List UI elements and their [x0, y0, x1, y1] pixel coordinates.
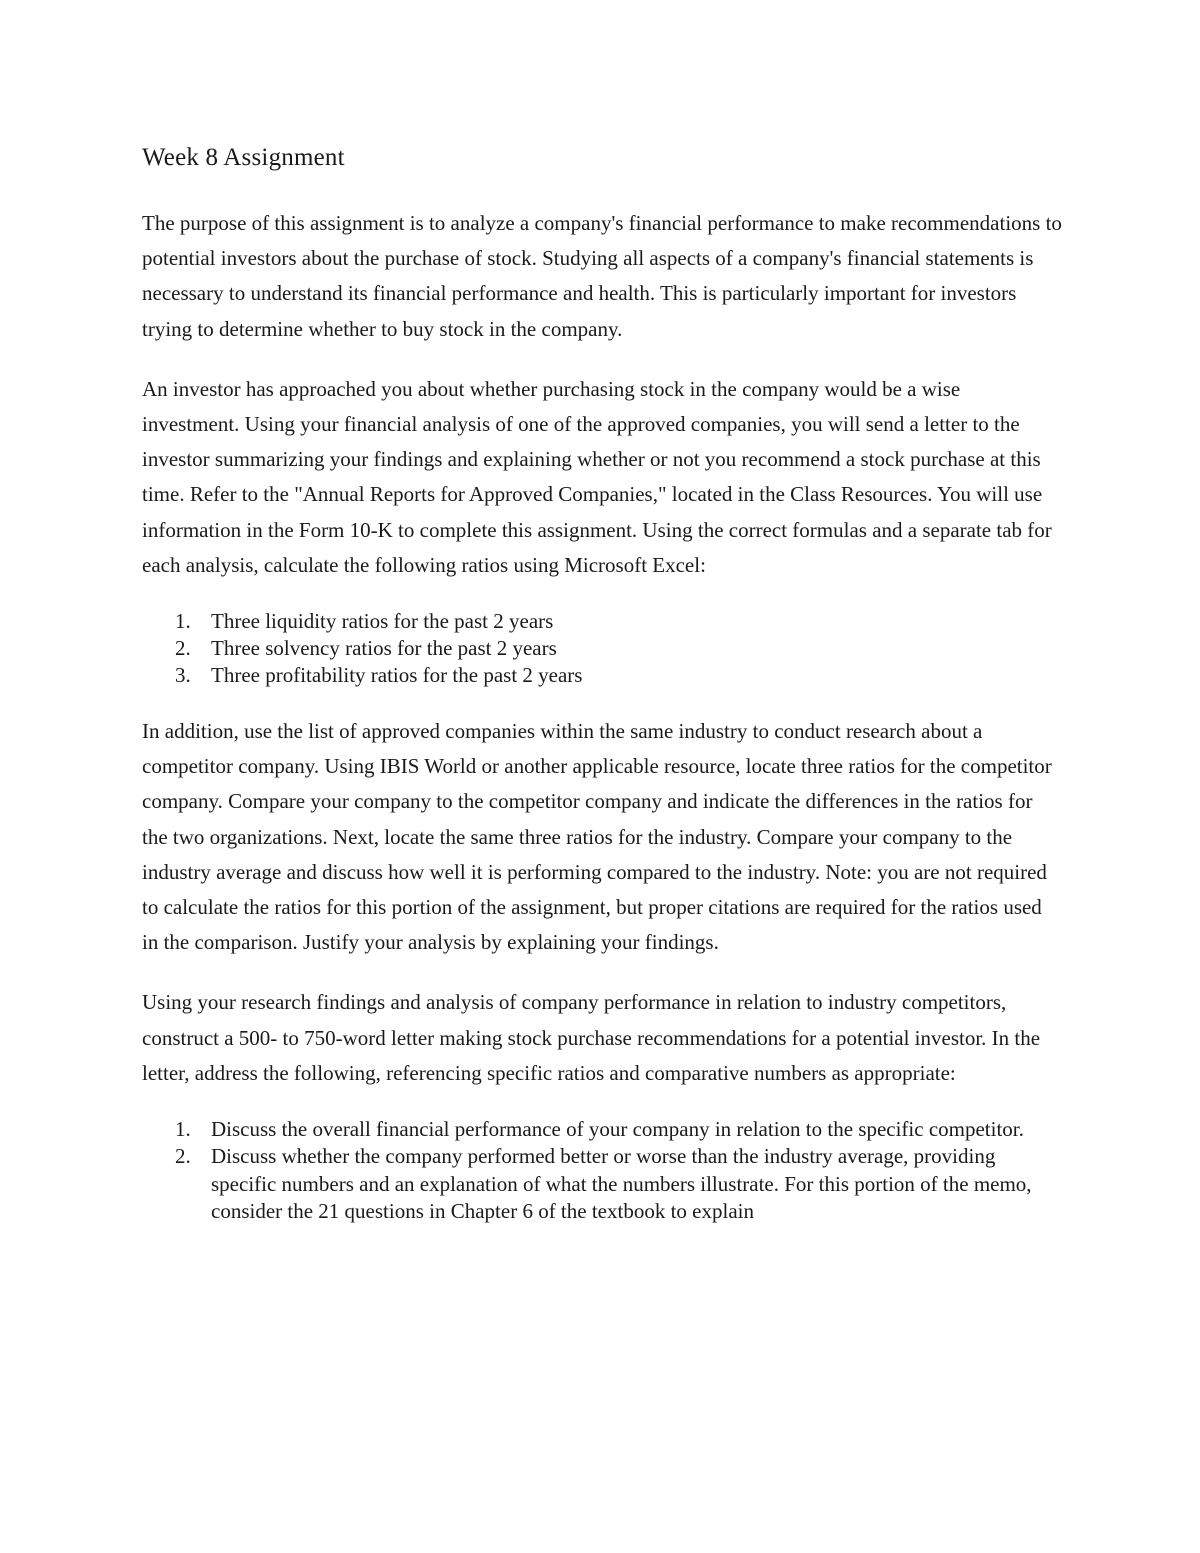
list-item-text: Three profitability ratios for the past 2 years	[211, 663, 583, 688]
list-item	[142, 1116, 1062, 1143]
list-number: 1.	[175, 1117, 191, 1142]
list-number: 3.	[175, 663, 191, 688]
document-body	[142, 140, 1062, 1251]
paragraph-purpose: The purpose of this assignment is to analyze a company's financial performance to make recommendations to potential investors about the purchase of stock. Studying all aspects of a company's financial statements is necessary to understand its financial performance and health. This is particularly important for investors trying to determine whether to buy stock in the company.	[142, 211, 1062, 341]
paragraph-investor: An investor has approached you about whether purchasing stock in the company would be a wise investment. Using your financial analysis of one of the approved companies, you will send a letter to the investor summarizing your findings and explaining whether or not you recommend a stock purchase at this time. Refer to the "Annual Reports for Approved Companies," located in the Class Resources. You will use information in the Form 10-K to complete this assignment. Using the correct formulas and a separate tab for each analysis, calculate the following ratios using Microsoft Excel:	[142, 376, 1052, 577]
list-item-text: Discuss whether the company performed better or worse than the industry average, providing specific numbers and an explanation of what the numbers illustrate. For this portion of the memo, consider the 21 questions in Chapter 6 of the textbook to explain	[211, 1144, 1032, 1224]
paragraph-competitor: In addition, use the list of approved companies within the same industry to conduct research about a competitor company. Using IBIS World or another applicable resource, locate three ratios for the competitor company. Compare your company to the competitor company and indicate the differences in the ratios for the two organizations. Next, locate the same three ratios for the industry. Compare your company to the industry average and discuss how well it is performing compared to the industry. Note: you are not required to calculate the ratios for this portion of the assignment, but proper citations are required for the ratios used in the comparison. Justify your analysis by explaining your findings.	[142, 719, 1052, 955]
paragraph-letter: Using your research findings and analysis of company performance in relation to industry competitors, construct a 500- to 750-word letter making stock purchase recommendations for a potential investor. In the letter, address the following, referencing specific ratios and comparative numbers as appropriate:	[142, 990, 1041, 1085]
list-number: 2.	[175, 636, 191, 661]
list-number: 1.	[175, 609, 191, 634]
list-item	[142, 662, 1062, 689]
list-item	[142, 1143, 1062, 1225]
list-item-text: Discuss the overall financial performance of your company in relation to the specific competitor.	[211, 1117, 1024, 1142]
list-number: 2.	[175, 1144, 191, 1169]
list-item-text: Three solvency ratios for the past 2 years	[211, 636, 557, 661]
document-title: Week 8 Assignment	[142, 144, 345, 171]
letter-requirements-list	[142, 1116, 1062, 1226]
ratio-list	[142, 608, 1062, 689]
list-item-text: Three liquidity ratios for the past 2 years	[211, 609, 554, 634]
list-item	[142, 608, 1062, 635]
list-item	[142, 635, 1062, 662]
